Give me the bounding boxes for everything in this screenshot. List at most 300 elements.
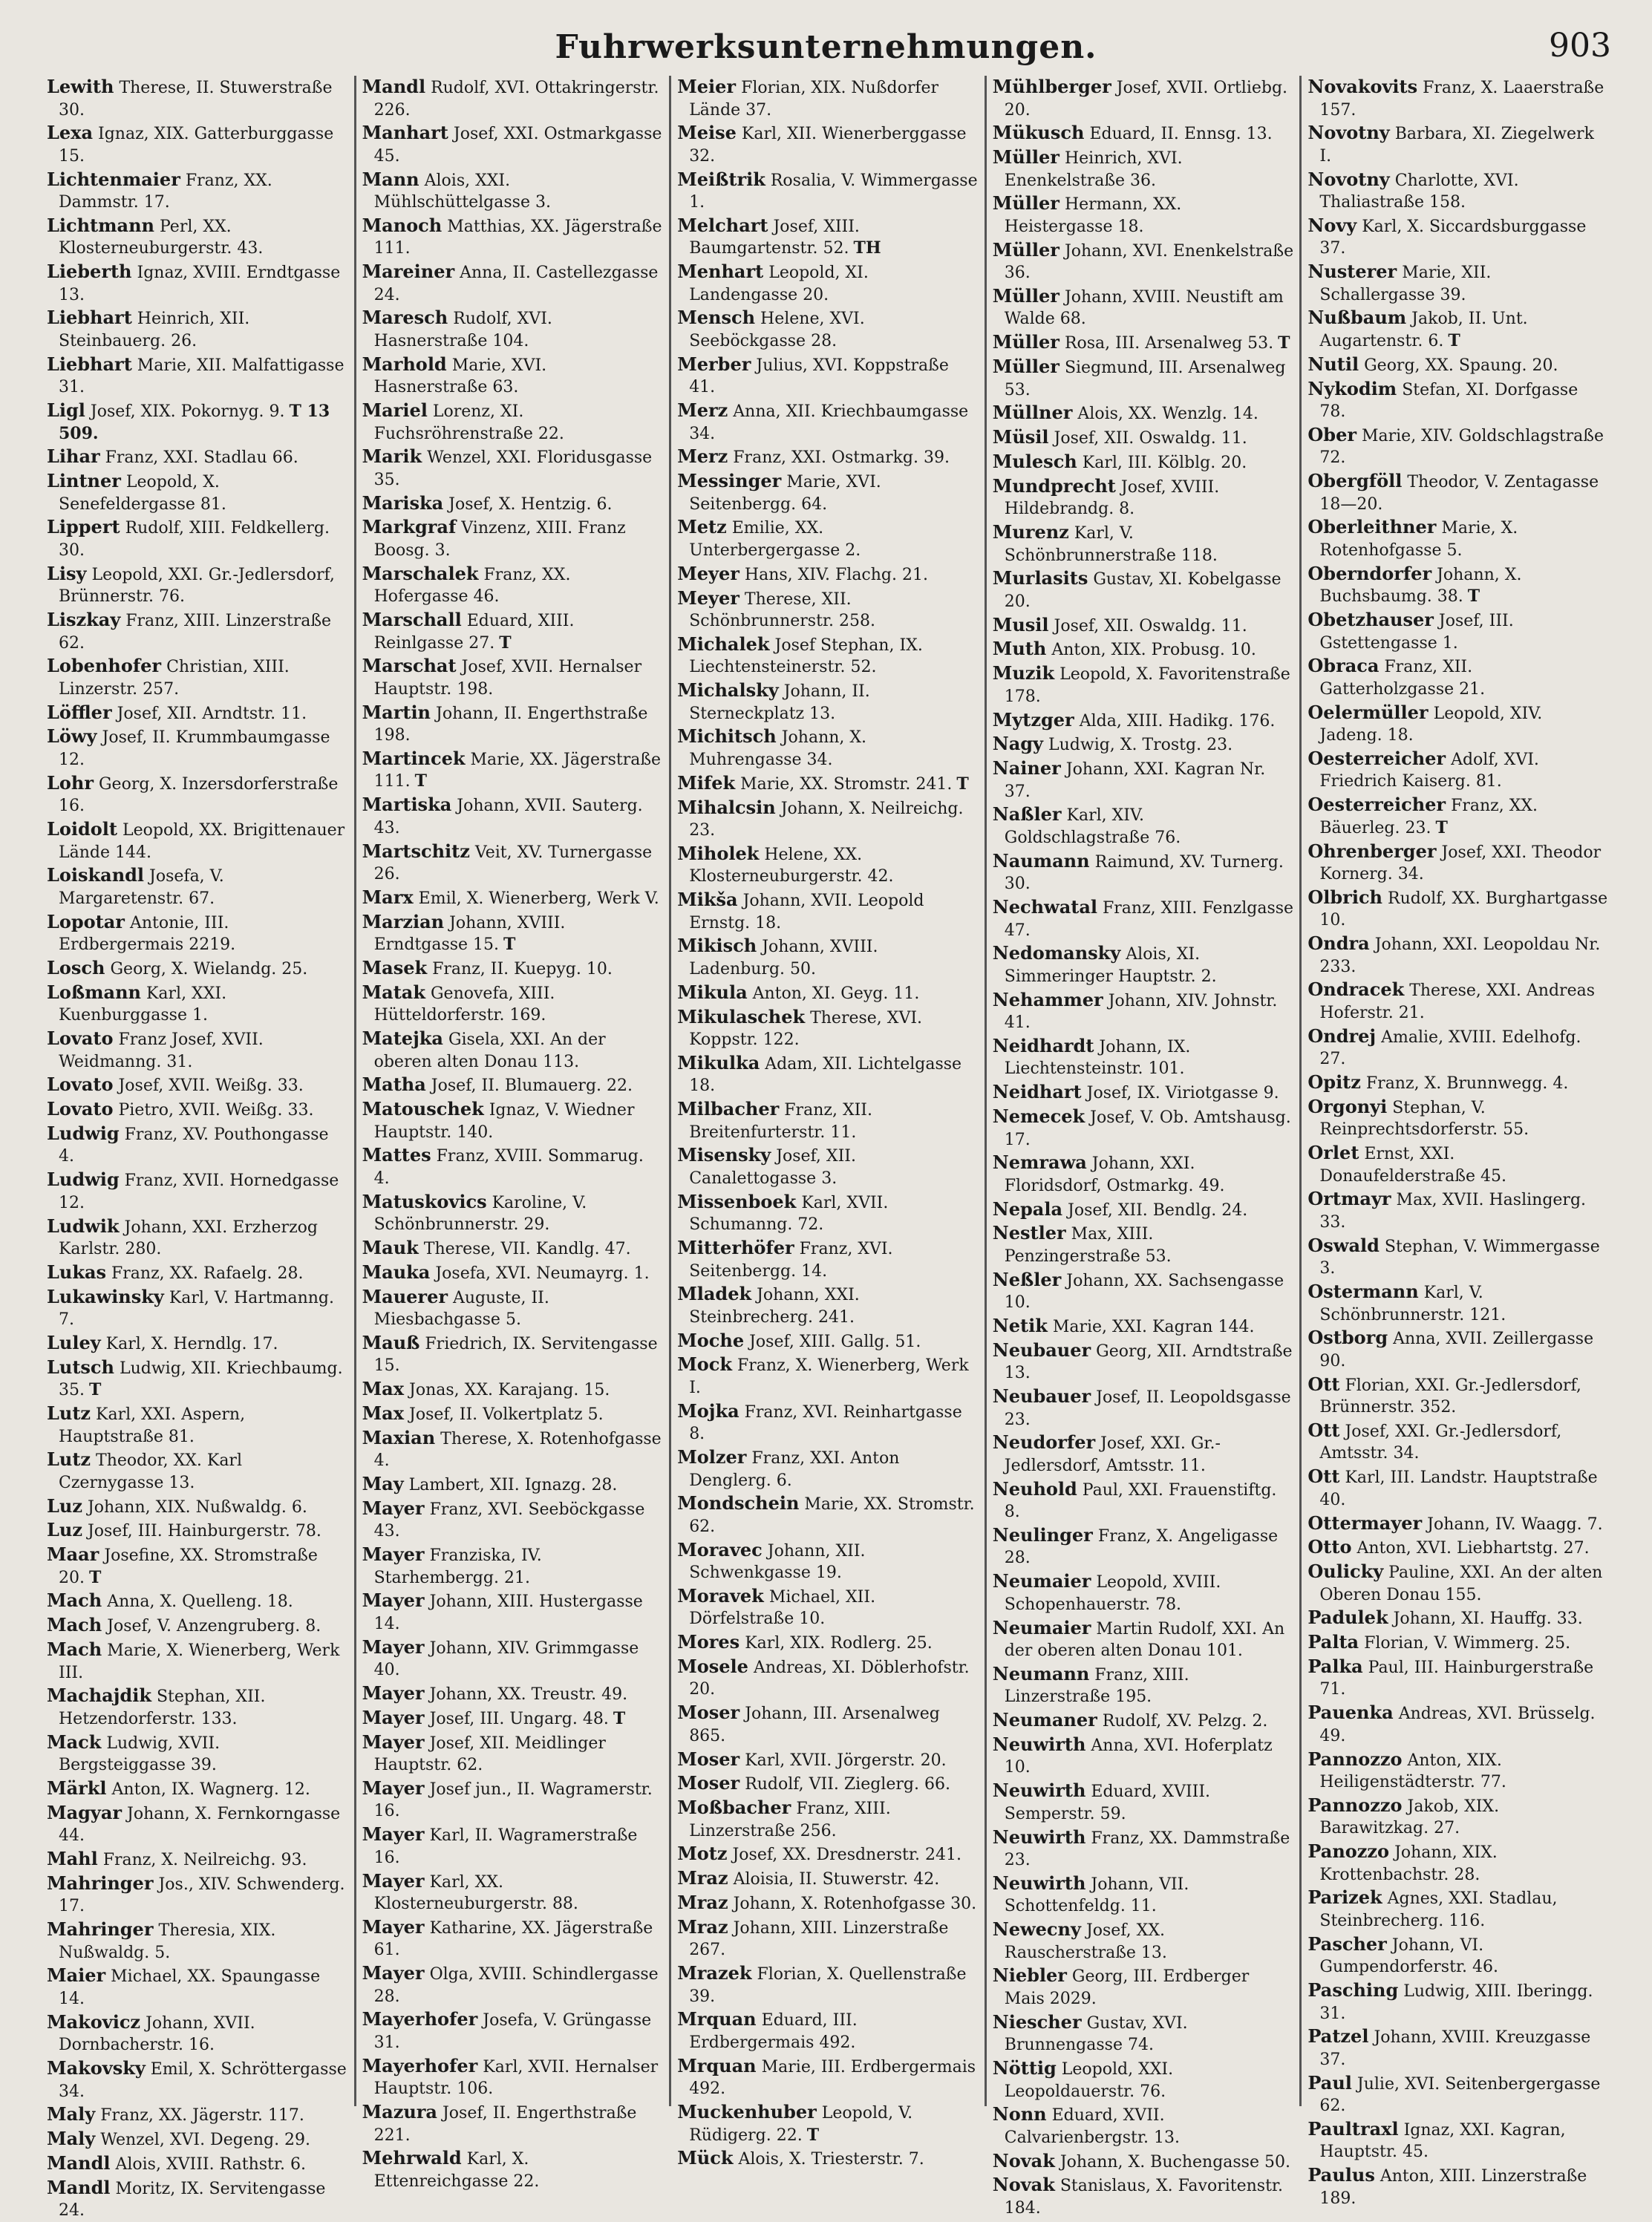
entry-name: Novakovits: [1307, 76, 1418, 97]
entry-details: Johann, II. Sterneckplatz 13.: [689, 682, 870, 723]
entry-details: Olga, XVIII. Schindlergasse 28.: [373, 1965, 659, 2006]
entry-details: Adolf, XVI. Friedrich Kaiserg. 81.: [1319, 750, 1539, 791]
directory-entry: [677, 1492, 979, 1538]
entry-details: Josef, XXI. Theodor Kornerg. 34.: [1319, 843, 1602, 884]
entry-details: Jakob, II. Unt. Augartenstr. 6.: [1319, 310, 1528, 350]
entry-details: Agnes, XXI. Stadlau, Steinbrecherg. 116.: [1319, 1889, 1558, 1930]
directory-entry: [362, 1191, 664, 1236]
entry-name: Mayer: [362, 1682, 425, 1705]
entry-name: Patzel: [1307, 2025, 1369, 2048]
entry-name: Mauk: [362, 1237, 419, 1259]
entry-name: Neßler: [992, 1268, 1062, 1290]
entry-details: Therese, XII. Schönbrunnerstr. 258.: [689, 589, 876, 631]
directory-entry: [1307, 1561, 1609, 1606]
directory-entry: [47, 1123, 348, 1168]
entry-details: Paul, III. Hainburgerstraße 71.: [1319, 1658, 1594, 1699]
telephone-mark: T: [1435, 817, 1448, 837]
directory-entry: [47, 2128, 348, 2151]
entry-name: Niebler: [992, 1964, 1067, 1987]
entry-details: Emilie, XX. Unterbergergasse 2.: [689, 519, 861, 560]
entry-name: Nagy: [992, 733, 1043, 755]
directory-entry: [677, 1539, 979, 1584]
entry-details: Michael, XX. Spaungasse 14.: [59, 1967, 321, 2008]
entry-details: Antonie, III. Erdbergermais 2219.: [59, 913, 236, 955]
entry-name: Neidhardt: [992, 1034, 1094, 1056]
directory-entry: [993, 1780, 1294, 1825]
entry-name: Losch: [47, 956, 105, 978]
directory-entry: [677, 725, 979, 771]
entry-name: Mayer: [362, 1962, 425, 1984]
entry-name: Mehrwald: [362, 2147, 462, 2169]
entry-name: Marik: [362, 445, 422, 468]
directory-entry: [1307, 1188, 1609, 1233]
entry-details: Lambert, XII. Ignazg. 28.: [408, 1476, 618, 1495]
entry-name: Naßler: [992, 803, 1062, 826]
entry-details: Gustav, XVI. Brunnengasse 74.: [1004, 2013, 1188, 2055]
entry-details: Karl, V. Hartmanng. 7.: [59, 1288, 334, 1330]
directory-entry: [362, 911, 664, 956]
entry-name: Nepala: [992, 1197, 1062, 1220]
entry-name: Märkl: [47, 1777, 107, 1799]
directory-entry: [677, 1797, 979, 1842]
entry-details: Johann, XII. Schwenkgasse 19.: [689, 1541, 866, 1583]
entry-details: Johann, X. Buchengasse 50.: [1060, 2152, 1290, 2172]
entry-name: Liszkay: [47, 609, 121, 631]
entry-details: Genovefa, XIII. Hütteldorferstr. 169.: [373, 984, 555, 1025]
entry-details: Georg, III. Erdberger Mais 2029.: [1004, 1967, 1250, 2008]
entry-details: Leopold, XIV. Jadeng. 18.: [1319, 704, 1543, 745]
entry-details: Jos., XIV. Schwenderg. 17.: [59, 1875, 345, 1916]
entry-details: Franz, XII. Breitenfurterstr. 11.: [689, 1101, 872, 1142]
directory-entry: [677, 122, 979, 167]
entry-details: Max, XIII. Penzingerstraße 53.: [1004, 1225, 1172, 1266]
directory-entry: [993, 1918, 1294, 1964]
entry-name: Niescher: [992, 2010, 1082, 2033]
entry-name: Neulinger: [992, 1523, 1093, 1546]
directory-entry: [362, 1098, 664, 1143]
entry-name: Mann: [362, 168, 419, 190]
directory-entry: [47, 1356, 348, 1402]
directory-entry: [677, 1353, 979, 1399]
directory-entry: [362, 1543, 664, 1589]
directory-entry: [1307, 1748, 1609, 1794]
entry-details: Karl, XVII. Schumanng. 72.: [689, 1193, 889, 1235]
directory-entry: [1307, 1096, 1609, 1141]
directory-entry: [1307, 655, 1609, 700]
entry-details: Karl, XVII. Hernalser Hauptstr. 106.: [373, 2057, 659, 2099]
directory-entry: [993, 1524, 1294, 1569]
entry-details: Josef, XII. Oswaldg. 11.: [1054, 616, 1247, 635]
entry-details: Eduard, XIII. Reinlgasse 27.: [373, 612, 575, 653]
entry-details: Eduard, II. Ennsg. 13.: [1089, 125, 1273, 144]
entry-name: Neuwirth: [992, 1872, 1086, 1894]
entry-name: Marzian: [362, 910, 445, 932]
entry-details: Leopold, V. Rüdigerg. 22.: [689, 2104, 913, 2145]
entry-name: Nonn: [992, 2103, 1047, 2125]
entry-details: Marie, III. Erdbergermais 492.: [689, 2057, 976, 2099]
directory-entry: [677, 889, 979, 934]
directory-entry: [993, 803, 1294, 849]
entry-details: Franz, X. Wienerberg, Werk I.: [689, 1356, 969, 1397]
entry-details: Johann, XXI. Kagran Nr. 37.: [1004, 760, 1266, 801]
directory-entry: [362, 609, 664, 654]
entry-name: Lopotar: [47, 910, 125, 932]
entry-details: Franz, XX. Bäuerleg. 23.: [1319, 797, 1538, 837]
directory-entry: [47, 981, 348, 1027]
column-4: [987, 76, 1302, 2218]
directory-entry: [1307, 1373, 1609, 1419]
directory-entry: [993, 1570, 1294, 1615]
directory-entry: [362, 1144, 664, 1189]
entry-details: Julius, XVI. Koppstraße 41.: [689, 356, 949, 397]
entry-details: Franz, X. Neilreichg. 93.: [102, 1851, 307, 1870]
directory-entry: [1307, 794, 1609, 839]
directory-entry: [362, 445, 664, 491]
directory-entry: [993, 2174, 1294, 2219]
directory-entry: [362, 840, 664, 886]
directory-entry: [362, 1427, 664, 1472]
entry-details: Marie, XXI. Kagran 144.: [1052, 1318, 1255, 1336]
directory-entry: [47, 2011, 348, 2056]
entry-name: Obraca: [1307, 655, 1380, 677]
entry-name: Nechwatal: [992, 896, 1098, 918]
directory-entry: [47, 1027, 348, 1073]
entry-name: Novak: [992, 2149, 1055, 2172]
directory-entry: [993, 239, 1294, 284]
directory-entry: [362, 1682, 664, 1706]
entry-name: Lovato: [47, 1098, 114, 1120]
entry-details: Veit, XV. Turnergasse 26.: [373, 843, 653, 884]
entry-details: Andreas, XI. Döblerhofstr. 20.: [689, 1658, 970, 1699]
column-2: [356, 76, 672, 2191]
entry-details: Josefa, V. Grüngasse 31.: [373, 2011, 652, 2052]
directory-entry: [993, 1964, 1294, 2010]
entry-details: Ernst, XXI. Donaufelderstraße 45.: [1319, 1145, 1506, 1186]
entry-details: Josef, XIX. Pokornyg. 9.: [90, 402, 285, 422]
entry-details: Florian, V. Wimmerg. 25.: [1364, 1634, 1571, 1653]
entry-details: Josef, XXI. Gr.-Jedlersdorf, Amtsstr. 34.: [1319, 1422, 1562, 1463]
entry-name: Molzer: [677, 1446, 747, 1468]
entry-details: Josef, II. Blumauerg. 22.: [431, 1076, 633, 1096]
entry-name: Melchart: [677, 214, 768, 236]
entry-details: Rosa, III. Arsenalweg 53.: [1064, 334, 1274, 353]
directory-entry: [1307, 1702, 1609, 1747]
directory-entry: [47, 1638, 348, 1684]
entry-name: Loßmann: [47, 981, 141, 1003]
directory-entry: [677, 1962, 979, 2007]
entry-details: Ignaz, XXI. Kagran, Hauptstr. 45.: [1319, 2120, 1566, 2162]
directory-entry: [993, 1269, 1294, 1314]
entry-details: Vinzenz, XIII. Franz Boosg. 3.: [373, 519, 626, 560]
entry-name: Milbacher: [677, 1098, 780, 1120]
telephone-mark: T 13 509.: [59, 402, 330, 443]
entry-details: Alois, XX. Wenzlg. 14.: [1077, 405, 1258, 424]
entry-details: Josef, XIII. Gallg. 51.: [749, 1332, 921, 1351]
directory-entry: [1307, 702, 1609, 747]
entry-details: Josef, XII. Oswaldg. 11.: [1054, 429, 1247, 448]
entry-name: Motz: [677, 1843, 728, 1865]
directory-entry: [677, 1006, 979, 1051]
entry-details: Katharine, XX. Jägerstraße 61.: [373, 1918, 653, 1960]
entry-details: Karl, XIX. Rodlerg. 25.: [745, 1634, 933, 1653]
directory-entry: [677, 843, 979, 888]
directory-entry: [362, 492, 664, 516]
entry-details: Helene, XX. Klosterneuburgerstr. 42.: [689, 845, 894, 886]
telephone-mark: T: [1467, 586, 1480, 607]
entry-details: Christian, XIII. Linzerstr. 257.: [59, 658, 290, 699]
entry-name: Pascher: [1307, 1932, 1387, 1955]
directory-entry: [1307, 1071, 1609, 1095]
entry-name: Mayerhofer: [362, 2054, 478, 2076]
entry-name: Makovicz: [47, 2010, 141, 2033]
entry-details: Johann, XXI. Leopoldau Nr. 233.: [1319, 935, 1601, 976]
entry-name: Mihalcsin: [677, 796, 776, 818]
entry-details: Marie, XII. Malfattigasse 31.: [59, 356, 345, 397]
entry-name: Neuwirth: [992, 1733, 1086, 1755]
entry-name: Mandl: [47, 2176, 111, 2198]
entry-details: Ignaz, XIX. Gatterburggasse 15.: [59, 125, 334, 166]
entry-name: Novotny: [1307, 122, 1390, 144]
entry-details: Josef, XVII. Hernalser Hauptstr. 198.: [373, 658, 642, 699]
telephone-mark: T: [1278, 333, 1290, 353]
directory-entry: [47, 470, 348, 515]
directory-entry: [47, 1261, 348, 1285]
entry-name: Michalek: [677, 633, 770, 655]
entry-details: Wenzel, XXI. Floridusgasse 35.: [373, 448, 653, 489]
directory-entry: [1307, 886, 1609, 932]
directory-entry: [993, 451, 1294, 474]
entry-details: Paul, XXI. Frauenstiftg. 8.: [1004, 1480, 1277, 1522]
entry-details: Franz, XVII. Hornedgasse 12.: [59, 1172, 339, 1212]
entry-name: Orlet: [1307, 1142, 1359, 1164]
entry-details: Anna, XVII. Zeillergasse 90.: [1319, 1330, 1594, 1370]
entry-details: Siegmund, III. Arsenalweg 53.: [1004, 359, 1286, 399]
directory-entry: [993, 1385, 1294, 1431]
directory-entry: [47, 1543, 348, 1589]
entry-details: Johann, XX. Sachsengasse 10.: [1004, 1271, 1284, 1313]
directory-entry: [47, 1215, 348, 1261]
directory-entry: [993, 285, 1294, 330]
directory-entry: [993, 942, 1294, 987]
entry-name: Mack: [47, 1731, 102, 1753]
directory-entry: [362, 1261, 664, 1285]
entry-details: Anton, XIX. Probusg. 10.: [1051, 641, 1256, 660]
directory-entry: [677, 470, 979, 515]
entry-name: Naumann: [992, 849, 1090, 872]
entry-details: Marie, XVI. Hasnerstraße 63.: [373, 356, 547, 397]
directory-entry: [677, 261, 979, 306]
directory-entry: [993, 2011, 1294, 2056]
entry-name: Mariel: [362, 399, 428, 422]
entry-details: Theodor, V. Zentagasse 18—20.: [1319, 473, 1599, 514]
entry-details: Stephan, XII. Hetzendorferstr. 133.: [59, 1687, 266, 1728]
directory-entry: [47, 122, 348, 167]
directory-entry: [362, 1707, 664, 1731]
telephone-mark: T: [806, 2125, 820, 2145]
entry-name: Ondra: [1307, 932, 1370, 955]
entry-name: Ott: [1307, 1465, 1340, 1488]
entry-details: Max, XVII. Haslingerg. 33.: [1319, 1191, 1587, 1232]
directory-entry: [1307, 1025, 1609, 1071]
entry-details: Marie, XVI. Seitenbergg. 64.: [689, 473, 881, 514]
entry-name: Pannozzo: [1307, 1794, 1403, 1816]
directory-entry: [47, 2057, 348, 2102]
entry-details: Rudolf, XX. Burghartgasse 10.: [1319, 889, 1608, 930]
directory-entry: [362, 1962, 664, 2007]
entry-name: Ondrej: [1307, 1025, 1377, 1047]
entry-details: Franz, XVI. Seeböckgasse 43.: [373, 1500, 645, 1541]
entry-details: Stefan, XI. Dorfgasse 78.: [1319, 380, 1578, 422]
directory-entry: [993, 757, 1294, 803]
entry-name: Nöttig: [992, 2057, 1057, 2079]
entry-name: Palta: [1307, 1631, 1359, 1653]
directory-entry: [362, 122, 664, 167]
directory-entry: [362, 215, 664, 260]
entry-name: Nemrawa: [992, 1151, 1087, 1174]
directory-entry: [1307, 748, 1609, 793]
entry-details: Johann, XVIII. Ladenburg. 50.: [689, 938, 878, 978]
directory-entry: [362, 1237, 664, 1261]
directory-entry: [993, 2150, 1294, 2174]
directory-entry: [1307, 1327, 1609, 1372]
directory-entry: [993, 1151, 1294, 1197]
telephone-mark: T: [503, 935, 516, 955]
directory-entry: [993, 1734, 1294, 1779]
directory-entry: [47, 1074, 348, 1097]
entry-name: Oberleithner: [1307, 516, 1437, 538]
entry-name: Mundprecht: [992, 474, 1116, 497]
entry-details: Karl, X. Herndlg. 17.: [105, 1334, 278, 1353]
entry-details: Josef, XX. Dresdnerstr. 241.: [732, 1846, 962, 1865]
telephone-mark: T: [89, 1380, 102, 1400]
entry-details: Johann, II. Engerthstraße 198.: [373, 704, 648, 745]
entry-details: Leopold, XVIII. Schopenhauerstr. 78.: [1004, 1573, 1221, 1614]
entry-name: Ober: [1307, 423, 1356, 445]
entry-details: Josef, III. Ungarg. 48.: [429, 1709, 609, 1728]
directory-entry: [993, 521, 1294, 566]
entry-details: Johann, X. Rotenhofgasse 30.: [733, 1895, 977, 1914]
entry-name: Lichtenmaier: [47, 168, 180, 190]
directory-entry: [362, 1027, 664, 1073]
column-3: [671, 76, 987, 2169]
entry-name: Mulesch: [992, 450, 1077, 472]
directory-entry: [677, 1702, 979, 1747]
directory-entry: [47, 655, 348, 700]
entry-name: Mosele: [677, 1655, 748, 1677]
entry-name: Lihar: [47, 445, 100, 468]
telephone-mark: T: [499, 633, 512, 653]
entry-name: Paul: [1307, 2071, 1352, 2094]
entry-details: Anton, XIX. Heiligenstädterstr. 77.: [1319, 1751, 1506, 1792]
entry-name: Müllner: [992, 402, 1073, 424]
entry-details: Michael, XII. Dörfelstraße 10.: [689, 1587, 876, 1629]
directory-entry: [677, 1772, 979, 1796]
entry-name: Nedomansky: [992, 942, 1121, 964]
entry-name: Masek: [362, 956, 428, 978]
directory-entry: [362, 2101, 664, 2146]
entry-name: Mühlberger: [992, 76, 1111, 97]
entry-details: Georg, XII. Arndtstraße 13.: [1004, 1342, 1293, 1383]
entry-name: Mayer: [362, 1589, 425, 1612]
entry-name: Marschall: [362, 609, 462, 631]
telephone-mark: T: [613, 1708, 626, 1728]
directory-entry: [362, 702, 664, 747]
entry-name: Mayer: [362, 1915, 425, 1938]
entry-name: Padulek: [1307, 1607, 1388, 1629]
directory-entry: [362, 261, 664, 306]
directory-entry: [677, 2055, 979, 2100]
entry-details: Franz, XX. Dammstr. 17.: [59, 171, 272, 212]
directory-entry: [677, 633, 979, 679]
entry-details: Friedrich, IX. Servitengasse 15.: [373, 1334, 658, 1376]
page-header: [0, 0, 1652, 74]
directory-entry: [1307, 353, 1609, 377]
directory-entry: [1307, 840, 1609, 886]
directory-entry: [993, 989, 1294, 1034]
directory-entry: [993, 475, 1294, 520]
entry-details: Josef, XXI. Gr.-Jedlersdorf, Amtsstr. 11.: [1004, 1434, 1221, 1475]
entry-name: May: [362, 1473, 404, 1495]
entry-name: Lovato: [47, 1027, 114, 1050]
directory-entry: [1307, 2118, 1609, 2163]
entry-name: Ott: [1307, 1419, 1340, 1441]
entry-name: Lippert: [47, 516, 120, 538]
entry-details: Ignaz, V. Wiedner Hauptstr. 140.: [373, 1101, 635, 1142]
entry-name: Mitterhöfer: [677, 1237, 794, 1259]
entry-name: Ludwig: [47, 1169, 120, 1191]
entry-name: Neubauer: [992, 1339, 1091, 1361]
entry-name: Müller: [992, 284, 1060, 307]
directory-entry: [1307, 215, 1609, 260]
directory-entry: [47, 1802, 348, 1847]
entry-name: Maresch: [362, 307, 448, 329]
entry-name: Ludwik: [47, 1215, 120, 1237]
entry-details: Johann, XIX. Nußwaldg. 6.: [87, 1497, 307, 1517]
directory-entry: [362, 1823, 664, 1869]
directory-entry: [993, 1339, 1294, 1385]
directory-entry: [677, 1446, 979, 1491]
entry-details: Josef, XX. Rauscherstraße 13.: [1004, 1921, 1167, 1962]
entry-name: Parizek: [1307, 1886, 1382, 1909]
entry-name: Martin: [362, 701, 431, 723]
entry-name: Michalsky: [677, 679, 779, 702]
entry-name: Mauka: [362, 1261, 431, 1283]
entry-details: Eduard, XVIII. Semperstr. 59.: [1004, 1782, 1211, 1823]
entry-details: Anna, II. Castellezgasse 24.: [373, 264, 659, 304]
entry-name: Löffler: [47, 701, 112, 723]
entry-details: Franz, XIII. Linzerstraße 195.: [1004, 1665, 1189, 1707]
directory-entry: [47, 1286, 348, 1331]
directory-entry: [47, 1519, 348, 1543]
entry-details: Josef, X. Hentzig. 6.: [448, 494, 613, 514]
entry-details: Josef, XVII. Ortliebg. 20.: [1004, 79, 1288, 120]
entry-details: Johann, XXI. Erzherzog Karlstr. 280.: [59, 1218, 318, 1259]
directory-entry: [677, 797, 979, 842]
entry-name: Obetzhauser: [1307, 609, 1434, 631]
entry-details: Marie, XX. Jägerstraße 111.: [373, 750, 662, 791]
entry-details: Karl, III. Kölblg. 20.: [1082, 453, 1247, 472]
entry-name: Ondracek: [1307, 978, 1405, 1001]
entry-details: Alois, X. Triesterstr. 7.: [738, 2150, 924, 2169]
directory-entry: [47, 2177, 348, 2222]
directory-entry: [1307, 261, 1609, 306]
entry-details: Stephan, V. Reinprechtsdorferstr. 55.: [1319, 1098, 1529, 1140]
directory-entry: [47, 2152, 348, 2176]
entry-name: Miholek: [677, 842, 760, 864]
entry-details: Anton, XI. Geyg. 11.: [752, 984, 920, 1003]
entry-name: Mikša: [677, 889, 738, 911]
directory-entry: [677, 1052, 979, 1097]
